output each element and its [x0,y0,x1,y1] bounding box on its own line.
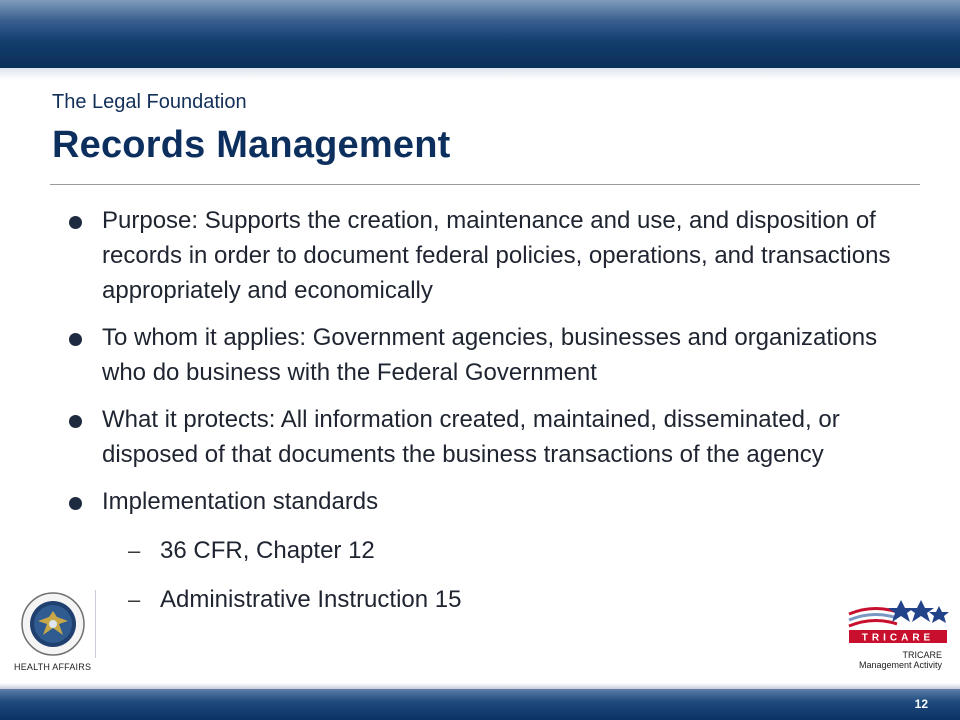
dash-icon: – [128,587,141,612]
tricare-management-label [859,650,942,670]
sub-bullet-cfr [60,533,900,568]
title-divider [50,184,920,185]
top-banner [0,0,960,68]
bullet-dot-icon [69,415,82,428]
bullet-text: To whom it applies: Government agencies, businesses and organizations who do business with the Federal Government [102,324,878,386]
tricare-label-line1: TRICARE [902,650,942,660]
health-affairs-label: HEALTH AFFAIRS [14,662,92,672]
bullet-applies [60,320,900,390]
top-banner-shadow [0,68,960,80]
bullet-text: Implementation standards [102,488,379,515]
tricare-label-line2: Management Activity [858,660,942,670]
sub-bullet-instruction [60,582,900,617]
bullet-protects [60,402,900,472]
sub-bullet-text: 36 CFR, Chapter 12 [160,537,375,564]
bullet-dot-icon [69,497,82,510]
bullet-dot-icon [69,216,82,229]
bullet-text: What it protects: All information created, maintained, disseminated, or disposed of that documents the business transactions of the agency [102,406,840,468]
dash-icon: – [128,538,141,563]
bullet-standards [60,484,900,519]
department-of-defense-seal-icon [13,590,96,658]
footer-banner [0,689,960,720]
bullet-list [60,203,900,617]
slide-title: Records Management [52,124,451,166]
slide-subtitle: The Legal Foundation [52,91,247,113]
svg-text:TRICARE: TRICARE [861,632,935,644]
bullet-dot-icon [69,333,82,346]
bullet-text: Purpose: Supports the creation, maintenance and use, and disposition of records in order to document federal policies, operations, and transactions appropriately and economically [102,207,891,304]
tricare-logo-icon [845,592,951,646]
sub-bullet-text: Administrative Instruction 15 [160,586,462,613]
page-number: 12 [914,697,928,711]
bullet-purpose [60,203,900,308]
